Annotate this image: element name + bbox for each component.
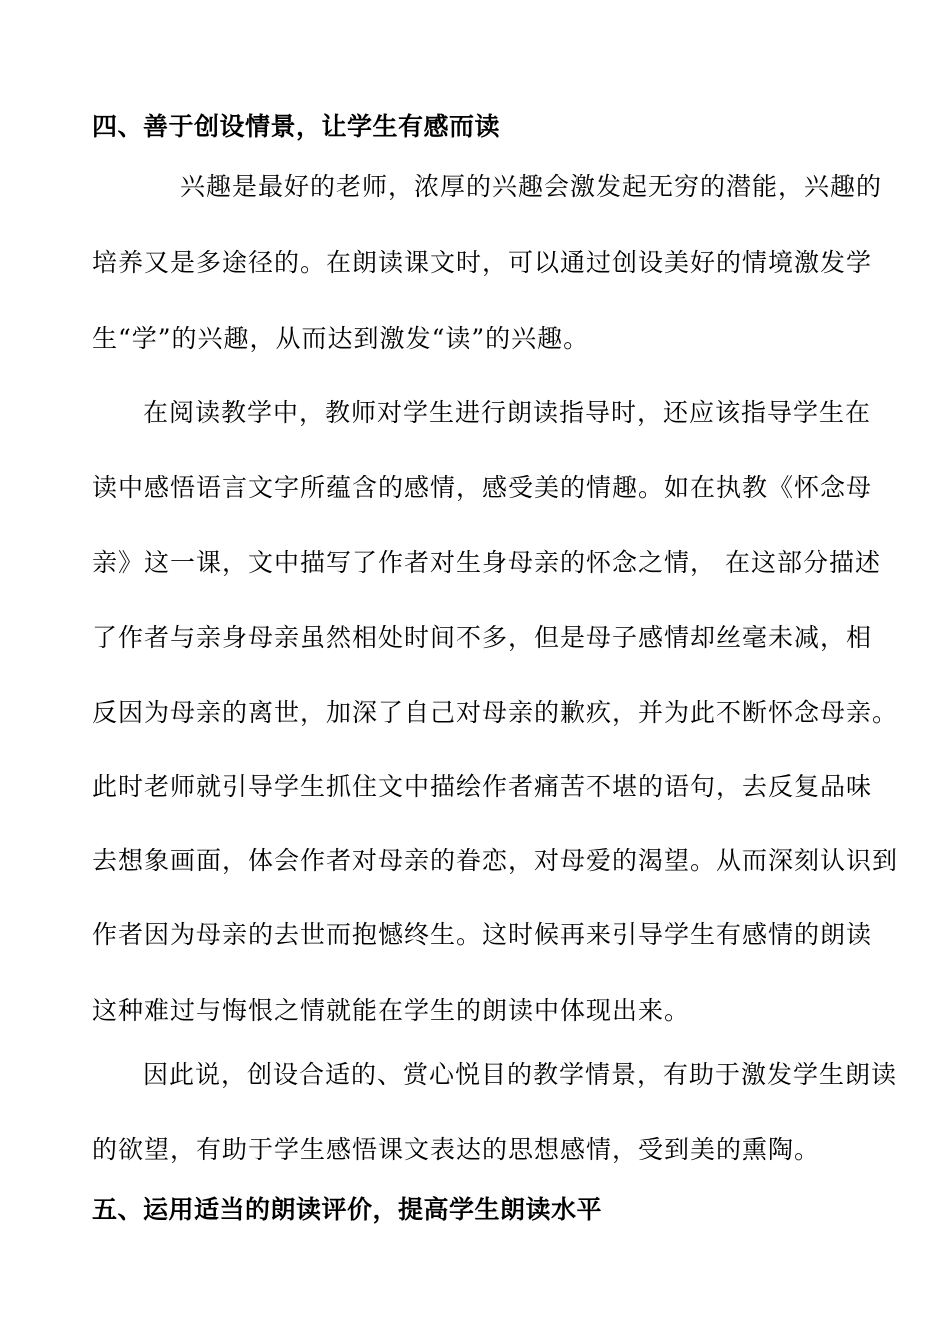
paragraph-line: 亲》这一课，文中描写了作者对生身母亲的怀念之情， 在这部分描述 [92, 548, 881, 577]
paragraph-line: 反因为母亲的离世，加深了自己对母亲的歉疚，并为此不断怀念母亲。 [92, 698, 899, 727]
paragraph-line: 了作者与亲身母亲虽然相处时间不多，但是母子感情却丝毫未减，相 [92, 623, 873, 652]
paragraph-line: 兴趣是最好的老师，浓厚的兴趣会激发起无穷的潜能，兴趣的 [180, 172, 883, 201]
paragraph-line: 此时老师就引导学生抓住文中描绘作者痛苦不堪的语句，去反复品味 [92, 772, 873, 801]
paragraph-line: 作者因为母亲的去世而抱憾终生。这时候再来引导学生有感情的朗读 [92, 920, 873, 949]
paragraph-line: 去想象画面，体会作者对母亲的眷恋，对母爱的渴望。从而深刻认识到 [92, 846, 899, 875]
section-heading-5: 五、运用适当的朗读评价，提高学生朗读水平 [92, 1195, 603, 1224]
paragraph-line: 生“学”的兴趣，从而达到激发“读”的兴趣。 [92, 324, 590, 353]
paragraph-line: 这种难过与悔恨之情就能在学生的朗读中体现出来。 [92, 996, 691, 1025]
paragraph-line: 因此说，创设合适的、赏心悦目的教学情景，有助于激发学生朗读 [143, 1060, 898, 1089]
paragraph-line: 读中感悟语言文字所蕴含的感情，感受美的情趣。如在执教《怀念母 [92, 473, 873, 502]
section-heading-4: 四、善于创设情景，让学生有感而读 [92, 112, 501, 141]
paragraph-line: 的欲望，有助于学生感悟课文表达的思想感情，受到美的熏陶。 [92, 1135, 821, 1164]
paragraph-line: 培养又是多途径的。在朗读课文时，可以通过创设美好的情境激发学 [92, 248, 873, 277]
paragraph-line: 在阅读教学中，教师对学生进行朗读指导时，还应该指导学生在 [143, 398, 872, 427]
